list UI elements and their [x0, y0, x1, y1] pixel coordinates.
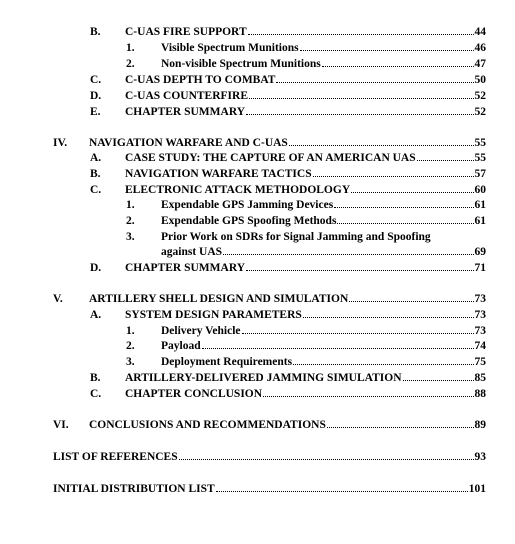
toc-entry[interactable] [125, 90, 486, 103]
toc-entry[interactable] [125, 168, 486, 181]
toc-entry-title: C-UAS COUNTERFIRE [125, 90, 248, 102]
toc-entry-number: 1. [126, 199, 135, 211]
toc-entry[interactable] [161, 199, 486, 212]
toc-entry-title: Visible Spectrum Munitions [161, 42, 299, 54]
toc-page-number: 75 [474, 356, 486, 368]
toc-page-number: 47 [474, 58, 486, 70]
dot-leader [276, 82, 473, 83]
toc-entry-number: IV. [53, 137, 68, 149]
toc-entry[interactable] [125, 184, 486, 197]
toc-page-number: 55 [474, 152, 486, 164]
toc-entry-title: ARTILLERY SHELL DESIGN AND SIMULATION [89, 293, 349, 305]
toc-entry[interactable] [53, 483, 486, 496]
toc-entry-number: 2. [126, 215, 135, 227]
toc-entry[interactable] [89, 293, 486, 306]
dot-leader [293, 364, 473, 365]
toc-entry-title-continuation: against UAS [161, 246, 223, 258]
toc-entry[interactable] [89, 419, 486, 432]
toc-entry-number: C. [90, 388, 102, 400]
toc-entry-number: A. [90, 309, 102, 321]
toc-entry[interactable] [161, 246, 486, 259]
toc-entry[interactable] [161, 42, 486, 55]
toc-page-number: 60 [474, 184, 486, 196]
dot-leader [300, 50, 474, 51]
toc-entry[interactable] [125, 262, 486, 275]
toc-entry-title: CHAPTER SUMMARY [125, 106, 246, 118]
toc-entry[interactable] [161, 340, 486, 353]
toc-page-number: 85 [474, 372, 486, 384]
toc-page-number: 61 [474, 215, 486, 227]
toc-entry-title: CONCLUSIONS AND RECOMMENDATIONS [89, 419, 326, 431]
dot-leader [246, 114, 473, 115]
toc-entry[interactable] [53, 451, 486, 464]
toc-entry[interactable] [161, 58, 486, 71]
toc-page-number: 88 [474, 388, 486, 400]
toc-page-number: 57 [474, 168, 486, 180]
dot-leader [248, 34, 474, 35]
toc-page-number: 71 [474, 262, 486, 274]
toc-entry-title: INITIAL DISTRIBUTION LIST [53, 483, 215, 495]
dot-leader [246, 270, 473, 271]
toc-page-number: 46 [474, 42, 486, 54]
toc-page-number: 74 [474, 340, 486, 352]
dot-leader [202, 348, 474, 349]
toc-entry-title: Non-visible Spectrum Munitions [161, 58, 321, 70]
toc-entry[interactable] [125, 106, 486, 119]
toc-entry-title: Expendable GPS Jamming Devices [161, 199, 334, 211]
toc-entry-number: 1. [126, 42, 135, 54]
dot-leader [242, 333, 474, 334]
dot-leader [249, 98, 474, 99]
dot-leader [303, 317, 474, 318]
toc-page-number: 93 [474, 451, 486, 463]
toc-entry-title: SYSTEM DESIGN PARAMETERS [125, 309, 302, 321]
toc-page-number: 73 [474, 325, 486, 337]
toc-page-number: 44 [474, 26, 486, 38]
toc-entry-number: VI. [53, 419, 69, 431]
toc-entry-number: D. [90, 262, 102, 274]
toc-entry-number: 3. [126, 356, 135, 368]
toc-page-number: 52 [474, 90, 486, 102]
toc-entry-title: ARTILLERY-DELIVERED JAMMING SIMULATION [125, 372, 402, 384]
toc-page-number: 73 [474, 293, 486, 305]
toc-entry-title: Prior Work on SDRs for Signal Jamming and Spoofing [161, 231, 431, 243]
toc-entry-title: C-UAS DEPTH TO COMBAT [125, 74, 276, 86]
toc-entry-title: Payload [161, 340, 201, 352]
dot-leader [179, 459, 474, 460]
toc-entry[interactable] [125, 152, 486, 165]
toc-page-number: 73 [474, 309, 486, 321]
toc-page-number: 101 [468, 483, 486, 495]
toc-entry-title: NAVIGATION WARFARE AND C-UAS [89, 137, 288, 149]
toc-entry[interactable] [125, 26, 486, 39]
toc-entry[interactable] [125, 372, 486, 385]
toc-entry[interactable] [125, 388, 486, 401]
dot-leader [223, 254, 473, 255]
toc-page-number: 69 [474, 246, 486, 258]
toc-entry-number: C. [90, 184, 102, 196]
dot-leader [263, 396, 473, 397]
dot-leader [216, 491, 468, 492]
toc-entry-number: B. [90, 168, 101, 180]
dot-leader [403, 380, 474, 381]
toc-entry-number: A. [90, 152, 102, 164]
toc-entry[interactable] [89, 137, 486, 150]
toc-entry[interactable] [125, 309, 486, 322]
toc-entry-title: NAVIGATION WARFARE TACTICS [125, 168, 312, 180]
toc-page-number: 89 [474, 419, 486, 431]
toc-entry-number: B. [90, 26, 101, 38]
toc-entry[interactable] [161, 215, 486, 228]
toc-entry-number: 2. [126, 58, 135, 70]
dot-leader [337, 223, 473, 224]
toc-entry[interactable] [125, 74, 486, 87]
dot-leader [417, 160, 474, 161]
toc-entry-title: LIST OF REFERENCES [53, 451, 178, 463]
toc-entry-title: CASE STUDY: THE CAPTURE OF AN AMERICAN UAS [125, 152, 416, 164]
toc-entry-number: C. [90, 74, 102, 86]
toc-entry-title: ELECTRONIC ATTACK METHODOLOGY [125, 184, 351, 196]
dot-leader [327, 427, 474, 428]
toc-entry[interactable] [161, 356, 486, 369]
toc-entry-number: 3. [126, 231, 135, 243]
toc-entry-title: Expendable GPS Spoofing Methods [161, 215, 337, 227]
dot-leader [322, 66, 474, 67]
toc-entry-title: CHAPTER CONCLUSION [125, 388, 263, 400]
dot-leader [334, 207, 473, 208]
toc-entry-number: V. [53, 293, 63, 305]
toc-entry-number: D. [90, 90, 102, 102]
toc-page-number: 50 [474, 74, 486, 86]
toc-page-number: 55 [474, 137, 486, 149]
toc-entry-number: 1. [126, 325, 135, 337]
dot-leader [351, 192, 473, 193]
toc-entry-title: C-UAS FIRE SUPPORT [125, 26, 247, 38]
dot-leader [349, 301, 473, 302]
toc-entry-title: Deployment Requirements [161, 356, 293, 368]
toc-entry-number: E. [90, 106, 101, 118]
dot-leader [313, 176, 474, 177]
toc-entry-number: 2. [126, 340, 135, 352]
toc-page-number: 52 [474, 106, 486, 118]
toc-page-number: 61 [474, 199, 486, 211]
toc-entry-number: B. [90, 372, 101, 384]
toc-entry[interactable] [161, 325, 486, 338]
dot-leader [289, 145, 474, 146]
toc-entry-title: Delivery Vehicle [161, 325, 241, 337]
toc-entry-title: CHAPTER SUMMARY [125, 262, 246, 274]
